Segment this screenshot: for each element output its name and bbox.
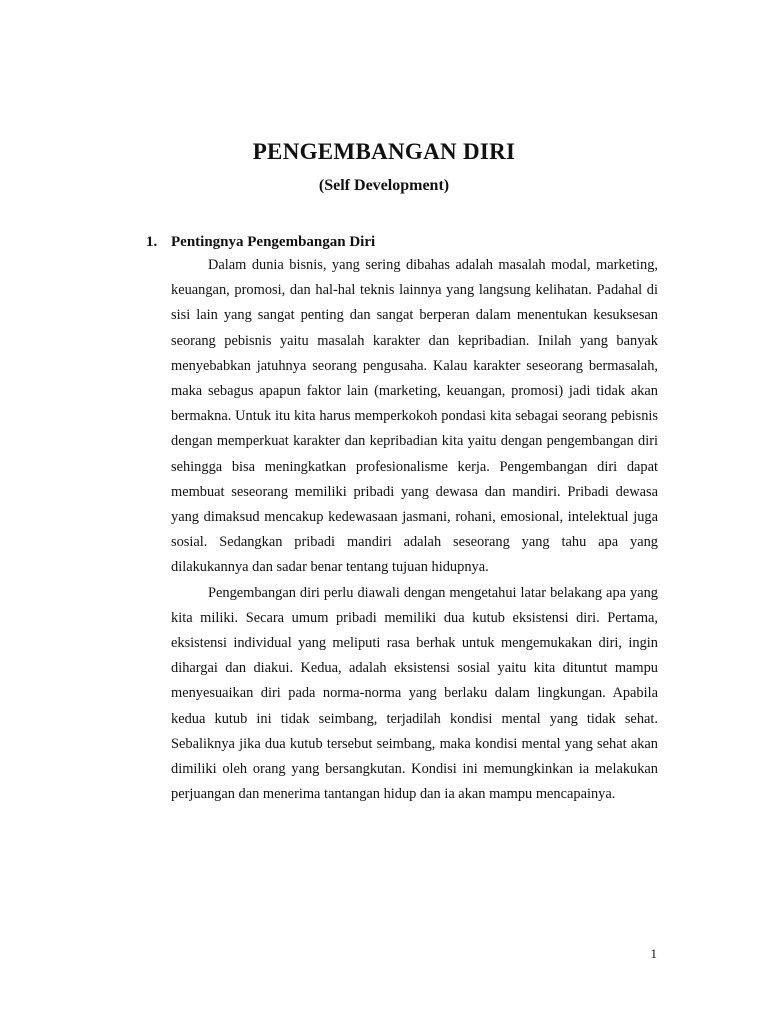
document-subtitle: (Self Development) [318,177,450,194]
section-heading-text: Pentingnya Pengembangan Diri [171,234,376,250]
document-title: PENGEMBANGAN DIRI [252,139,516,164]
paragraph-2: Pengembangan diri perlu diawali dengan mengetahui latar belakang apa yang kita miliki. Secara umum pribadi memiliki dua kutub eksistensi diri. Pertama, eksistensi individual yang meliputi rasa berhak untuk mengemukakan diri, ingin dihargai dan diakui. Kedua, adalah eksistensi sosial yaitu kita dituntut mampu menyesuaikan diri pada norma-norma yang berlaku dalam lingkungan. Apabila kedua kutub ini tidak seimbang, terjadilah kondisi mental yang tidak sehat. Sebaliknya jika dua kutub tersebut seimbang, maka kondisi mental yang sehat akan dimiliki oleh orang yang bersangkutan. Kondisi ini memungkinkan ia melakukan perjuangan dan menerima tantangan hidup dan ia akan mampu mencapainya. [171,584,658,803]
page-number: 1 [650,946,657,961]
section-body [146,253,658,807]
section-heading [146,231,658,253]
section-number: 1. [146,234,158,250]
paragraph-1: Dalam dunia bisnis, yang sering dibahas adalah masalah modal, marketing, keuangan, promosi, dan hal-hal teknis lainnya yang langsung kelihatan. Padahal di sisi lain yang sangat penting dan sangat berperan dalam menentukan kesuksesan seorang pebisnis yaitu masalah karakter dan kepribadian. Inilah yang banyak menyebabkan jatuhnya seorang pengusaha. Kalau karakter seseorang bermasalah, maka sebagus apapun faktor lain (marketing, keuangan, promosi) jadi tidak akan bermakna. Untuk itu kita harus memperkokoh pondasi kita sebagai seorang pebisnis dengan memperkuat karakter dan kepribadian kita yaitu dengan pengembangan diri sehingga bisa meningkatkan profesionalisme kerja. Pengembangan diri dapat membuat seseorang memiliki pribadi yang dewasa dan mandiri. Pribadi dewasa yang dimaksud mencakup kedewasaan jasmani, rohani, emosional, intelektual juga sosial. Sedangkan pribadi mandiri adalah seseorang yang tahu apa yang dilakukannya dan sadar benar tentang tujuan hidupnya. [171,257,658,576]
section-1 [146,231,658,807]
